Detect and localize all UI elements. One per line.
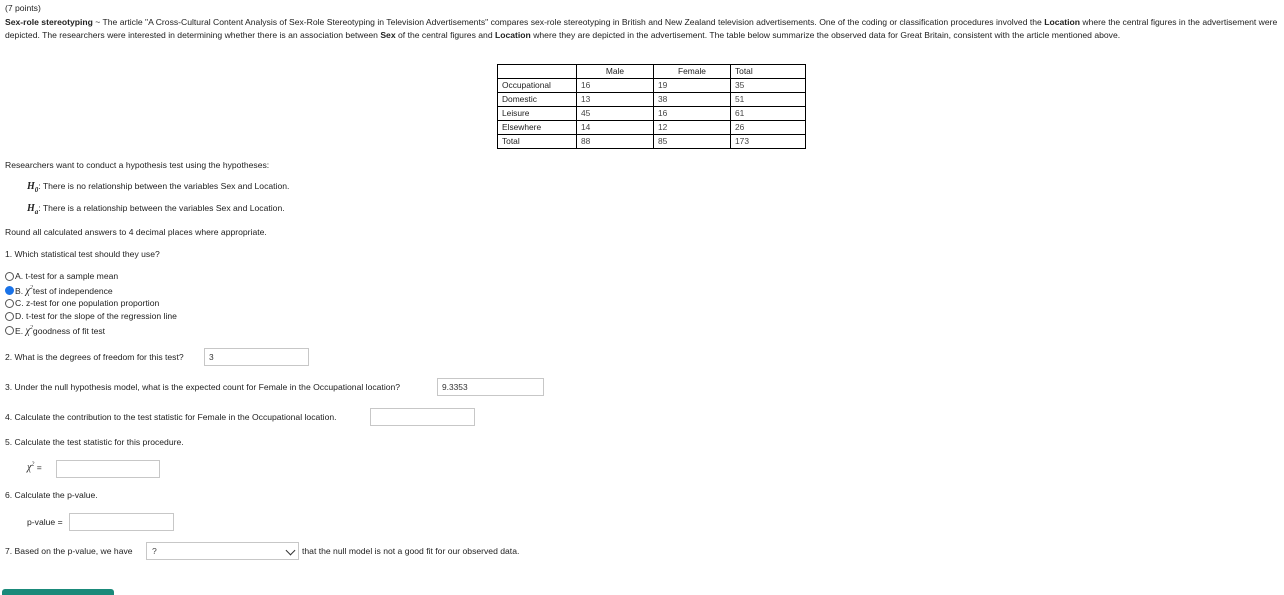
table-corner (498, 65, 577, 79)
rounding-note: Round all calculated answers to 4 decimal places where appropriate. (5, 227, 267, 237)
question-7-tail: that the null model is not a good fit for our observed data. (302, 546, 520, 556)
option-a-text: t-test for a sample mean (25, 271, 119, 281)
intro-text-4: where they are depicted in the advertisement. The table below summarize the observed data for Great Britain, consistent with the article mentioned above. (530, 30, 1121, 40)
row-label: Elsewhere (498, 121, 577, 135)
observed-data-table (497, 64, 806, 149)
cell-male: 45 (577, 107, 654, 121)
radio-option-b-selected[interactable] (5, 286, 14, 295)
row-label: Leisure (498, 107, 577, 121)
p-value-label: p-value = (27, 517, 63, 527)
option-d[interactable] (5, 311, 177, 321)
conclusion-select[interactable] (146, 542, 299, 560)
ha-symbol: $H_a$ (27, 203, 39, 216)
select-value: ? (152, 546, 157, 556)
h0-symbol: $H_0$ (27, 181, 39, 194)
cell-total: 61 (731, 107, 806, 121)
expected-count-input[interactable] (437, 378, 544, 396)
cell-female: 12 (654, 121, 731, 135)
cell-female: 85 (654, 135, 731, 149)
alternative-hypothesis (27, 203, 285, 216)
option-d-letter: D. (15, 311, 24, 321)
option-d-text: t-test for the slope of the regression line (25, 311, 177, 321)
h0-text: : There is no relationship between the variables Sex and Location. (38, 181, 290, 191)
radio-option-d[interactable] (5, 312, 14, 321)
option-e-letter: E. (15, 325, 24, 336)
option-c[interactable] (5, 298, 159, 308)
cell-total: 173 (731, 135, 806, 149)
table-row (498, 79, 806, 93)
row-label: Domestic (498, 93, 577, 107)
ha-text: : There is a relationship between the variables Sex and Location. (38, 203, 285, 213)
cell-male: 13 (577, 93, 654, 107)
header-female: Female (654, 65, 731, 79)
option-c-letter: C. (15, 298, 24, 308)
cell-female: 19 (654, 79, 731, 93)
radio-option-c[interactable] (5, 299, 14, 308)
title-dash: ~ (92, 17, 103, 27)
intro-bold-location: Location (1044, 17, 1081, 27)
problem-title: Sex-role stereotyping (5, 17, 93, 27)
test-statistic-input[interactable] (56, 460, 160, 478)
cell-male: 16 (577, 79, 654, 93)
chi-squared-symbol: $\chi^2$ (25, 285, 33, 297)
cell-total: 35 (731, 79, 806, 93)
problem-intro (5, 16, 1284, 42)
question-4: 4. Calculate the contribution to the test statistic for Female in the Occupational location. (5, 412, 337, 422)
option-a-letter: A. (15, 271, 24, 281)
intro-bold-location-2: Location (495, 30, 531, 40)
option-b-letter: B. (15, 285, 24, 296)
question-3: 3. Under the null hypothesis model, what is the expected count for Female in the Occupational location? (5, 382, 401, 392)
question-6: 6. Calculate the p-value. (5, 490, 98, 500)
submit-button[interactable] (2, 589, 114, 595)
table-row (498, 93, 806, 107)
question-1: 1. Which statistical test should they use? (5, 249, 160, 259)
null-hypothesis (27, 181, 289, 194)
question-7: 7. Based on the p-value, we have (5, 546, 133, 556)
cell-male: 14 (577, 121, 654, 135)
cell-female: 16 (654, 107, 731, 121)
cell-female: 38 (654, 93, 731, 107)
chi-squared-symbol: $\chi^2$ (25, 325, 33, 337)
cell-male: 88 (577, 135, 654, 149)
row-label: Occupational (498, 79, 577, 93)
option-b-text: test of independence (32, 285, 113, 296)
cell-total: 51 (731, 93, 806, 107)
intro-text-1: The article "A Cross-Cultural Content Analysis of Sex-Role Stereotyping in Television Advertisements" compares sex-role stereotyping in British and New Zealand television advertisements. One of the coding or classification procedures involved the (102, 17, 1045, 27)
option-b[interactable] (5, 285, 113, 296)
question-2: 2. What is the degrees of freedom for this test? (5, 352, 184, 362)
intro-text-3: of the central figures and (395, 30, 495, 40)
header-total: Total (731, 65, 806, 79)
table-header-row (498, 65, 806, 79)
chevron-down-icon (286, 546, 296, 556)
table-row (498, 135, 806, 149)
option-e[interactable] (5, 325, 105, 336)
points-label: (7 points) (5, 3, 41, 13)
option-c-text: z-test for one population proportion (25, 298, 160, 308)
radio-option-e[interactable] (5, 326, 14, 335)
table-row (498, 121, 806, 135)
row-label: Total (498, 135, 577, 149)
contribution-input[interactable] (370, 408, 475, 426)
p-value-input[interactable] (69, 513, 174, 531)
table-row (498, 107, 806, 121)
degrees-of-freedom-input[interactable] (204, 348, 309, 366)
question-5: 5. Calculate the test statistic for this procedure. (5, 437, 184, 447)
chi-squared-symbol: $\chi^2$ (27, 462, 35, 474)
hypotheses-intro: Researchers want to conduct a hypothesis test using the hypotheses: (5, 160, 270, 170)
option-a[interactable] (5, 271, 118, 281)
radio-option-a[interactable] (5, 272, 14, 281)
chi-squared-label: $\chi^2$ = (27, 462, 42, 474)
cell-total: 26 (731, 121, 806, 135)
header-male: Male (577, 65, 654, 79)
intro-text-2: where the central figures in the advertisement were depicted. The researchers were interested in determining whether there is an association between (5, 17, 1278, 40)
intro-bold-sex: Sex (380, 30, 396, 40)
option-e-text: goodness of fit test (32, 325, 106, 336)
